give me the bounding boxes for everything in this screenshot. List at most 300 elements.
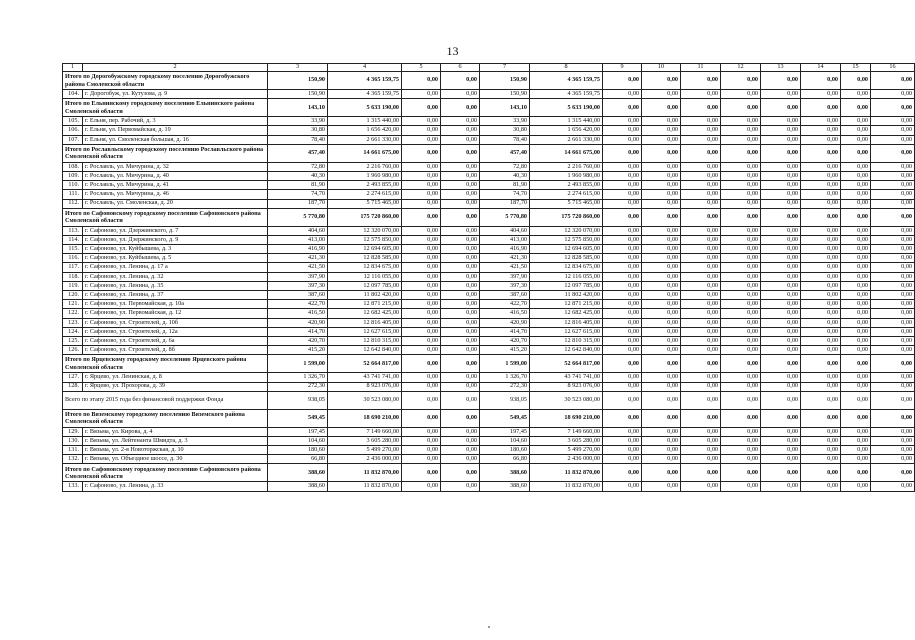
table-row: [63, 300, 915, 309]
value-cell: 397,90: [268, 272, 328, 281]
value-cell: 0,00: [801, 99, 841, 117]
value-cell: 0,00: [402, 181, 441, 190]
value-cell: 388,60: [480, 482, 530, 491]
address-cell: г. Рославль, ул. Мичурина, д. 46: [83, 190, 268, 199]
value-cell: 0,00: [642, 382, 681, 391]
value-cell: 421,30: [268, 254, 328, 263]
value-cell: 1 315 440,00: [328, 117, 402, 126]
value-cell: 12 320 070,00: [328, 226, 402, 235]
value-cell: 0,00: [402, 190, 441, 199]
value-cell: 0,00: [721, 281, 761, 290]
value-cell: 0,00: [603, 291, 642, 300]
value-cell: 0,00: [603, 226, 642, 235]
value-cell: 0,00: [721, 300, 761, 309]
value-cell: 0,00: [441, 126, 480, 135]
value-cell: 421,30: [480, 254, 530, 263]
value-cell: 0,00: [603, 208, 642, 226]
value-cell: 0,00: [681, 117, 721, 126]
subtotal-row: [63, 72, 915, 90]
value-cell: 0,00: [642, 226, 681, 235]
address-cell: г. Вязьма, ул. 2-я Новоторжская, д. 10: [83, 446, 268, 455]
row-label: Итого по Ельнинскому городскому поселению Ельнинского района Смоленской области: [63, 99, 268, 117]
column-number: 9: [603, 64, 642, 72]
value-cell: 2 274 615,00: [328, 190, 402, 199]
value-cell: 4 365 159,75: [328, 72, 402, 90]
value-cell: 2 274 615,00: [530, 190, 603, 199]
column-number: 13: [761, 64, 801, 72]
table-row: [63, 291, 915, 300]
value-cell: 72,80: [480, 162, 530, 171]
row-index: 128.: [63, 382, 83, 391]
value-cell: 8 923 076,00: [530, 382, 603, 391]
value-cell: 0,00: [681, 455, 721, 464]
value-cell: 0,00: [642, 464, 681, 482]
value-cell: 0,00: [603, 300, 642, 309]
value-cell: 0,00: [681, 318, 721, 327]
value-cell: 0,00: [871, 382, 915, 391]
value-cell: 0,00: [761, 226, 801, 235]
value-cell: 0,00: [801, 181, 841, 190]
value-cell: 0,00: [642, 300, 681, 309]
value-cell: 0,00: [603, 90, 642, 99]
value-cell: 74,70: [268, 190, 328, 199]
value-cell: 0,00: [761, 254, 801, 263]
table-row: [63, 226, 915, 235]
row-label: Итого по Вяземскому городскому поселению Вяземского района Смоленской области: [63, 409, 268, 427]
address-cell: г. Сафоново, ул. Строителей, д. 12а: [83, 327, 268, 336]
value-cell: 0,00: [603, 72, 642, 90]
address-cell: г. Вязьма, ул. Лейтенанта Шмидта, д. 3: [83, 436, 268, 445]
value-cell: 0,00: [761, 355, 801, 373]
row-index: 115.: [63, 245, 83, 254]
value-cell: 0,00: [761, 190, 801, 199]
value-cell: 1 326,70: [480, 373, 530, 382]
value-cell: 0,00: [642, 245, 681, 254]
value-cell: 0,00: [761, 90, 801, 99]
value-cell: 4 365 159,75: [530, 72, 603, 90]
value-cell: 0,00: [871, 126, 915, 135]
value-cell: 12 871 215,00: [530, 300, 603, 309]
value-cell: 0,00: [441, 171, 480, 180]
value-cell: 0,00: [721, 199, 761, 208]
value-cell: 30,80: [480, 126, 530, 135]
value-cell: 0,00: [801, 272, 841, 281]
value-cell: 0,00: [801, 300, 841, 309]
value-cell: 0,00: [801, 90, 841, 99]
value-cell: 12 828 585,00: [530, 254, 603, 263]
value-cell: 0,00: [681, 409, 721, 427]
value-cell: 0,00: [871, 272, 915, 281]
value-cell: 0,00: [441, 72, 480, 90]
value-cell: 420,90: [268, 318, 328, 327]
value-cell: 0,00: [402, 300, 441, 309]
value-cell: 0,00: [441, 327, 480, 336]
table-row: [63, 235, 915, 244]
value-cell: 0,00: [721, 355, 761, 373]
value-cell: 12 816 405,00: [328, 318, 402, 327]
value-cell: 0,00: [841, 446, 871, 455]
value-cell: 12 627 615,00: [328, 327, 402, 336]
value-cell: 0,00: [801, 436, 841, 445]
value-cell: 0,00: [801, 291, 841, 300]
value-cell: 2 216 760,00: [530, 162, 603, 171]
value-cell: 0,00: [721, 162, 761, 171]
value-cell: 0,00: [761, 455, 801, 464]
table-row: [63, 126, 915, 135]
value-cell: 0,00: [603, 382, 642, 391]
table-row: [63, 245, 915, 254]
value-cell: 0,00: [841, 327, 871, 336]
row-index: 112.: [63, 199, 83, 208]
table-row: [63, 190, 915, 199]
value-cell: 0,00: [841, 373, 871, 382]
table-row: [63, 382, 915, 391]
table-row: [63, 199, 915, 208]
value-cell: 5 499 270,00: [530, 446, 603, 455]
value-cell: 187,70: [268, 199, 328, 208]
value-cell: 0,00: [642, 90, 681, 99]
table-row: [63, 346, 915, 355]
value-cell: 0,00: [603, 336, 642, 345]
value-cell: 0,00: [402, 171, 441, 180]
value-cell: 0,00: [761, 99, 801, 117]
value-cell: 0,00: [801, 446, 841, 455]
value-cell: 0,00: [681, 72, 721, 90]
value-cell: 14 661 675,00: [530, 144, 603, 162]
value-cell: 2 216 760,00: [328, 162, 402, 171]
value-cell: 0,00: [841, 391, 871, 409]
value-cell: 0,00: [603, 355, 642, 373]
value-cell: 0,00: [841, 355, 871, 373]
value-cell: 0,00: [841, 281, 871, 290]
value-cell: 0,00: [681, 135, 721, 144]
value-cell: 0,00: [761, 199, 801, 208]
value-cell: 0,00: [721, 171, 761, 180]
value-cell: 0,00: [761, 208, 801, 226]
value-cell: 0,00: [642, 190, 681, 199]
value-cell: 0,00: [603, 171, 642, 180]
value-cell: 0,00: [441, 181, 480, 190]
value-cell: 0,00: [801, 318, 841, 327]
value-cell: 0,00: [841, 309, 871, 318]
value-cell: 12 642 840,00: [328, 346, 402, 355]
value-cell: 0,00: [681, 190, 721, 199]
value-cell: 0,00: [841, 72, 871, 90]
value-cell: 0,00: [603, 373, 642, 382]
column-number: 1: [63, 64, 83, 72]
value-cell: 0,00: [841, 162, 871, 171]
address-cell: г. Ярцево, ул. Прохорова, д. 39: [83, 382, 268, 391]
value-cell: 0,00: [721, 409, 761, 427]
value-cell: 0,00: [721, 254, 761, 263]
value-cell: 0,00: [761, 327, 801, 336]
value-cell: 0,00: [642, 254, 681, 263]
value-cell: 1 960 980,00: [530, 171, 603, 180]
value-cell: 11 802 420,00: [530, 291, 603, 300]
value-cell: 0,00: [801, 72, 841, 90]
row-index: 113.: [63, 226, 83, 235]
value-cell: 0,00: [721, 135, 761, 144]
value-cell: 0,00: [681, 382, 721, 391]
value-cell: 0,00: [801, 208, 841, 226]
value-cell: 197,45: [268, 427, 328, 436]
address-cell: г. Ельня, ул. Смоленская большая, д. 16: [83, 135, 268, 144]
table-body: [63, 64, 915, 492]
value-cell: 1 599,00: [268, 355, 328, 373]
value-cell: 0,00: [871, 318, 915, 327]
value-cell: 12 642 840,00: [530, 346, 603, 355]
value-cell: 0,00: [801, 391, 841, 409]
value-cell: 0,00: [871, 199, 915, 208]
value-cell: 0,00: [441, 309, 480, 318]
value-cell: 104,60: [268, 436, 328, 445]
value-cell: 416,90: [480, 245, 530, 254]
row-index: 122.: [63, 309, 83, 318]
value-cell: 1 326,70: [268, 373, 328, 382]
value-cell: 0,00: [871, 391, 915, 409]
table-row: [63, 318, 915, 327]
value-cell: 12 816 405,00: [530, 318, 603, 327]
value-cell: 0,00: [871, 181, 915, 190]
value-cell: 0,00: [681, 208, 721, 226]
value-cell: 0,00: [681, 327, 721, 336]
value-cell: 0,00: [801, 309, 841, 318]
value-cell: 11 832 870,00: [530, 482, 603, 491]
value-cell: 0,00: [681, 482, 721, 491]
value-cell: 30 523 080,00: [530, 391, 603, 409]
value-cell: 52 664 817,00: [530, 355, 603, 373]
value-cell: 5 499 270,00: [328, 446, 402, 455]
value-cell: 33,90: [268, 117, 328, 126]
row-index: 110.: [63, 181, 83, 190]
value-cell: 938,05: [480, 391, 530, 409]
table-row: [63, 171, 915, 180]
value-cell: 0,00: [721, 382, 761, 391]
value-cell: 0,00: [721, 291, 761, 300]
value-cell: 3 605 280,00: [530, 436, 603, 445]
address-cell: г. Сафоново, ул. Куйбышева, д. 3: [83, 245, 268, 254]
value-cell: 414,70: [480, 327, 530, 336]
value-cell: 0,00: [603, 346, 642, 355]
value-cell: 0,00: [402, 117, 441, 126]
value-cell: 0,00: [402, 464, 441, 482]
value-cell: 0,00: [871, 99, 915, 117]
value-cell: 421,50: [480, 263, 530, 272]
value-cell: 0,00: [642, 346, 681, 355]
value-cell: 388,60: [268, 482, 328, 491]
value-cell: 0,00: [871, 373, 915, 382]
value-cell: 175 720 860,00: [530, 208, 603, 226]
address-cell: г. Сафоново, ул. Строителей, д. 8б: [83, 346, 268, 355]
table-row: [63, 162, 915, 171]
table-row: [63, 436, 915, 445]
value-cell: 0,00: [603, 144, 642, 162]
value-cell: 0,00: [642, 446, 681, 455]
value-cell: 0,00: [603, 190, 642, 199]
column-number: 16: [871, 64, 915, 72]
row-index: 114.: [63, 235, 83, 244]
value-cell: 0,00: [402, 281, 441, 290]
value-cell: 0,00: [441, 427, 480, 436]
value-cell: 0,00: [681, 355, 721, 373]
value-cell: 0,00: [441, 235, 480, 244]
address-cell: г. Сафоново, ул. Дзержинского, д. 9: [83, 235, 268, 244]
value-cell: 0,00: [402, 327, 441, 336]
table-row: [63, 373, 915, 382]
value-cell: 0,00: [721, 482, 761, 491]
value-cell: 0,00: [761, 436, 801, 445]
table-row: [63, 117, 915, 126]
value-cell: 0,00: [642, 208, 681, 226]
value-cell: 0,00: [441, 162, 480, 171]
value-cell: 0,00: [441, 355, 480, 373]
value-cell: 0,00: [681, 181, 721, 190]
value-cell: 0,00: [441, 226, 480, 235]
value-cell: 0,00: [801, 327, 841, 336]
value-cell: 12 828 585,00: [328, 254, 402, 263]
value-cell: 0,00: [402, 254, 441, 263]
value-cell: 0,00: [402, 336, 441, 345]
value-cell: 0,00: [603, 391, 642, 409]
value-cell: 0,00: [721, 208, 761, 226]
row-label: Итого по Дорогобужскому городскому поселению Дорогобужского района Смоленской области: [63, 72, 268, 90]
value-cell: 0,00: [871, 135, 915, 144]
value-cell: 2 661 330,00: [530, 135, 603, 144]
row-index: 118.: [63, 272, 83, 281]
value-cell: 12 320 070,00: [530, 226, 603, 235]
value-cell: 0,00: [603, 181, 642, 190]
value-cell: 0,00: [801, 263, 841, 272]
value-cell: 938,05: [268, 391, 328, 409]
value-cell: 3 605 280,00: [328, 436, 402, 445]
value-cell: 12 575 850,00: [328, 235, 402, 244]
subtotal-row: [63, 99, 915, 117]
value-cell: 0,00: [603, 427, 642, 436]
table-row: [63, 455, 915, 464]
address-cell: г. Сафоново, ул. Ленина, д. 33: [83, 482, 268, 491]
value-cell: 0,00: [441, 272, 480, 281]
row-index: 104.: [63, 90, 83, 99]
value-cell: 416,90: [268, 245, 328, 254]
value-cell: 0,00: [721, 455, 761, 464]
value-cell: 0,00: [402, 199, 441, 208]
value-cell: 0,00: [441, 391, 480, 409]
value-cell: 0,00: [721, 99, 761, 117]
value-cell: 0,00: [441, 245, 480, 254]
value-cell: 0,00: [801, 455, 841, 464]
value-cell: 0,00: [841, 382, 871, 391]
value-cell: 413,00: [480, 235, 530, 244]
value-cell: 0,00: [721, 309, 761, 318]
row-label: Итого по Сафоновскому городскому поселению Сафоновского района Смоленской области: [63, 208, 268, 226]
value-cell: 0,00: [681, 436, 721, 445]
value-cell: 0,00: [841, 90, 871, 99]
value-cell: 0,00: [441, 300, 480, 309]
table-row: [63, 254, 915, 263]
address-cell: г. Рославль, ул. Мичурина, д. 32: [83, 162, 268, 171]
row-index: 126.: [63, 346, 83, 355]
value-cell: 0,00: [441, 446, 480, 455]
value-cell: 0,00: [402, 135, 441, 144]
row-index: 119.: [63, 281, 83, 290]
value-cell: 0,00: [681, 281, 721, 290]
column-number: 5: [402, 64, 441, 72]
value-cell: 0,00: [441, 464, 480, 482]
address-cell: г. Ярцево, ул. Ленинская, д. 8: [83, 373, 268, 382]
value-cell: 0,00: [402, 346, 441, 355]
value-cell: 420,70: [268, 336, 328, 345]
value-cell: 0,00: [681, 427, 721, 436]
value-cell: 415,20: [480, 346, 530, 355]
address-cell: г. Рославль, ул. Мичурина, д. 41: [83, 181, 268, 190]
row-index: 127.: [63, 373, 83, 382]
value-cell: 0,00: [402, 99, 441, 117]
value-cell: 0,00: [801, 190, 841, 199]
value-cell: 0,00: [801, 427, 841, 436]
column-number: 2: [83, 64, 268, 72]
value-cell: 0,00: [402, 126, 441, 135]
address-cell: г. Сафоново, ул. Ленина, д. 35: [83, 281, 268, 290]
row-index: 111.: [63, 190, 83, 199]
row-index: 121.: [63, 300, 83, 309]
value-cell: 0,00: [721, 446, 761, 455]
value-cell: 0,00: [841, 99, 871, 117]
value-cell: 180,60: [268, 446, 328, 455]
value-cell: 0,00: [441, 190, 480, 199]
value-cell: 0,00: [642, 117, 681, 126]
value-cell: 0,00: [761, 235, 801, 244]
row-index: 109.: [63, 171, 83, 180]
value-cell: 0,00: [761, 72, 801, 90]
value-cell: 0,00: [761, 318, 801, 327]
address-cell: г. Сафоново, ул. Ленина, д. 32: [83, 272, 268, 281]
value-cell: 0,00: [721, 318, 761, 327]
value-cell: 0,00: [871, 245, 915, 254]
value-cell: 415,20: [268, 346, 328, 355]
value-cell: 0,00: [402, 436, 441, 445]
table-row: [63, 427, 915, 436]
value-cell: 0,00: [871, 281, 915, 290]
table-row: [63, 90, 915, 99]
value-cell: 0,00: [761, 309, 801, 318]
value-cell: 12 810 315,00: [328, 336, 402, 345]
value-cell: 0,00: [441, 99, 480, 117]
row-index: 132.: [63, 455, 83, 464]
value-cell: 0,00: [642, 181, 681, 190]
value-cell: 0,00: [801, 144, 841, 162]
value-cell: 0,00: [841, 226, 871, 235]
value-cell: 5 715 465,00: [328, 199, 402, 208]
value-cell: 0,00: [642, 436, 681, 445]
value-cell: 0,00: [441, 135, 480, 144]
value-cell: 0,00: [402, 391, 441, 409]
value-cell: 0,00: [721, 391, 761, 409]
value-cell: 143,10: [268, 99, 328, 117]
value-cell: 0,00: [841, 126, 871, 135]
table-row: [63, 446, 915, 455]
value-cell: 0,00: [603, 99, 642, 117]
row-index: 116.: [63, 254, 83, 263]
value-cell: 0,00: [721, 263, 761, 272]
value-cell: 1 656 420,00: [530, 126, 603, 135]
value-cell: 0,00: [642, 455, 681, 464]
value-cell: 0,00: [603, 135, 642, 144]
value-cell: 180,60: [480, 446, 530, 455]
value-cell: 12 575 850,00: [530, 235, 603, 244]
value-cell: 2 493 855,00: [530, 181, 603, 190]
value-cell: 0,00: [871, 208, 915, 226]
value-cell: 414,70: [268, 327, 328, 336]
